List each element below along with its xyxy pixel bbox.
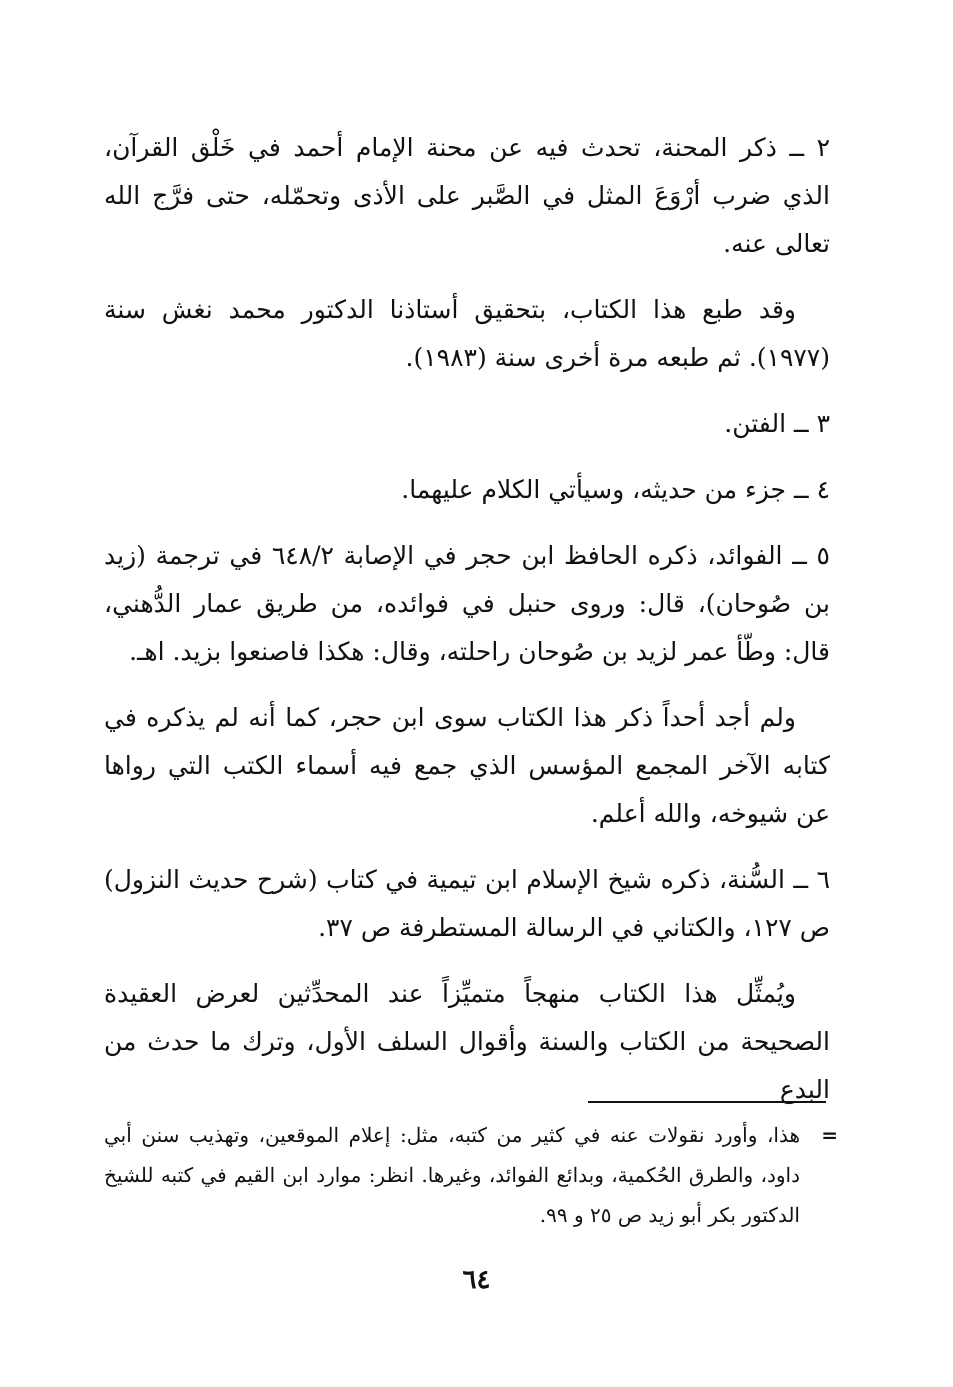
paragraph-item-6: ٦ ــ السُّنة، ذكره شيخ الإسلام ابن تيمية في كتاب (شرح حديث النزول) ص ١٢٧، والكتاني في الرسالة المستطرفة ص ٣٧.: [104, 865, 830, 942]
paragraph-commentary: ولم أجد أحداً ذكر هذا الكتاب سوى ابن حجر، كما أنه لم يذكره في كتابه الآخر المجمع المؤسس الذي جمع فيه أسماء الكتب التي رواها عن شيوخه، والله أعلم.: [104, 703, 830, 828]
paragraph-item-2: ٢ ــ ذكر المحنة، تحدث فيه عن محنة الإمام أحمد في خَلْق القرآن، الذي ضرب أرْوَعَ المثل في الصَّبر على الأذى وتحمّله، حتى فرَّج الله تعالى عنه.: [104, 133, 830, 258]
footnote-continuation-mark: =: [821, 1123, 838, 1147]
paragraph-item-3: ٣ ــ الفتن.: [724, 409, 830, 438]
paragraph-item-4: ٤ ــ جزء من حديثه، وسيأتي الكلام عليهما.: [401, 475, 830, 504]
page-number: ٦٤: [462, 1265, 491, 1295]
paragraph-print-note: وقد طبع هذا الكتاب، بتحقيق أستاذنا الدكتور محمد نغش سنة (١٩٧٧). ثم طبعه مرة أخرى سنة (١٩٨٣).: [104, 295, 830, 372]
footnote-paragraph: [104, 1115, 838, 1235]
footnote-divider: [588, 1101, 826, 1103]
footnote-text: هذا، وأورد نقولات عنه في كثير من كتبه، مثل: إعلام الموقعين، وتهذيب سنن أبي داود، والطرق الحُكمية، وبدائع الفوائد، وغيرها. انظر: موارد ابن القيم في كتبه للشيخ الدكتور بكر أبو زيد ص ٢٥ و ٩٩.: [104, 1123, 800, 1227]
footnote: [104, 1115, 838, 1235]
paragraph-method-note: ويُمثِّل هذا الكتاب منهجاً متميِّزاً عند المحدِّثين لعرض العقيدة الصحيحة من الكتاب والسنة وأقوال السلف الأول، وترك ما حدث من البدع: [104, 979, 830, 1104]
paragraph-item-5: ٥ ــ الفوائد، ذكره الحافظ ابن حجر في الإصابة ٦٤٨/٢ في ترجمة (زيد بن صُوحان)، قال: وروى حنبل في فوائده، من طريق عمار الدُّهني، قال: وطّأ عمر لزيد بن صُوحان راحلته، وقال: هكذا فاصنعوا بزيد. اهـ.: [104, 541, 830, 666]
main-text: [104, 124, 830, 1132]
